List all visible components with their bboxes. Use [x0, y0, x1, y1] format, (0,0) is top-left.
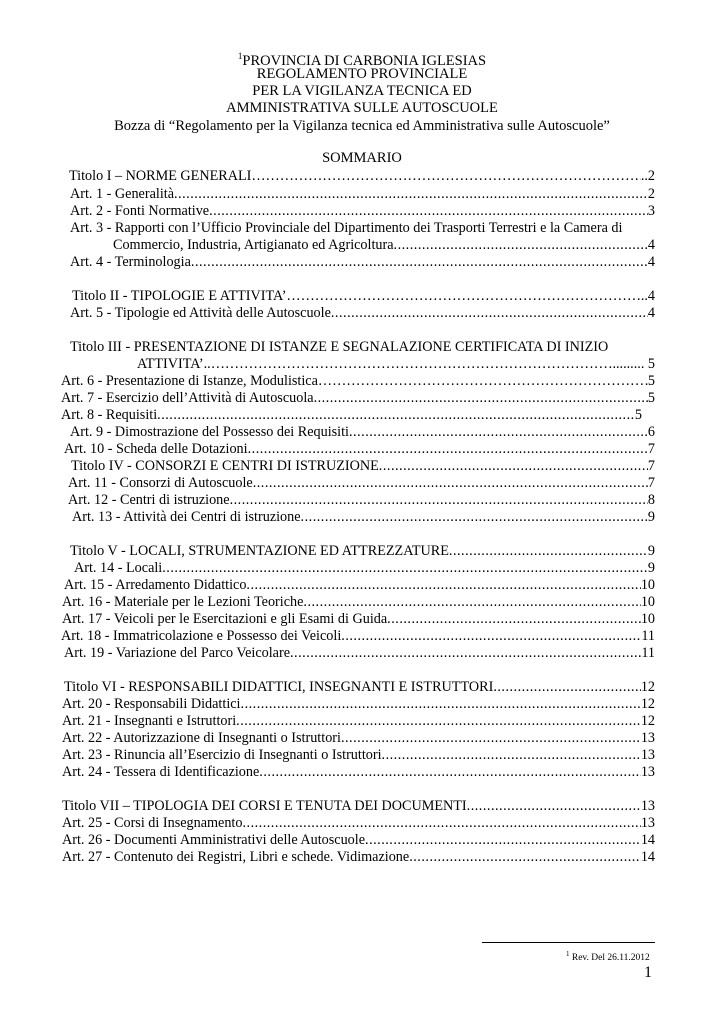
toc-leader — [318, 373, 648, 390]
toc-entry-text: Titolo II - TIPOLOGIE E ATTIVITA’ — [72, 288, 287, 304]
toc-entry-art-13[interactable] — [72, 509, 655, 526]
toc-heading: SOMMARIO — [322, 150, 402, 166]
toc-leader — [259, 764, 641, 781]
title-province-text: PROVINCIA DI CARBONIA IGLESIAS — [242, 53, 487, 69]
toc-entry-art-27[interactable] — [62, 849, 655, 866]
toc-leader — [162, 560, 648, 577]
toc-leader — [246, 577, 640, 594]
toc-entry-art-17[interactable] — [62, 611, 655, 628]
toc-entry-text: Art. 9 - Dimostrazione del Possesso dei Requisiti — [70, 424, 349, 440]
toc-page: ......... 5 — [612, 356, 655, 372]
toc-page: 6 — [647, 424, 655, 440]
toc-entry-text: Titolo V - LOCALI, STRUMENTAZIONE ED ATTREZZATURE — [70, 543, 449, 559]
page-number: 1 — [644, 964, 652, 981]
toc-leader — [191, 254, 648, 271]
toc-page: ..2 — [640, 168, 655, 184]
toc-entry-text: Commercio, Industria, Artigianato ed Agricoltura — [113, 237, 394, 253]
toc-entry-text: Art. 7 - Esercizio dell’Attività di Autoscuola — [61, 390, 314, 406]
toc-entry-art-21[interactable] — [62, 713, 655, 730]
toc-page: 12 — [640, 696, 655, 712]
toc-leader — [230, 492, 648, 509]
toc-entry-text: Art. 17 - Veicoli per le Esercitazioni e gli Esami di Guida — [62, 611, 388, 627]
toc-page: 14 — [640, 832, 655, 848]
toc-entry-text: Art. 19 - Variazione del Parco Veicolare — [64, 645, 290, 661]
toc-page: 4 — [647, 237, 655, 253]
title-vigilanza: PER LA VIGILANZA TECNICA ED — [252, 83, 472, 99]
toc-leader — [387, 611, 641, 628]
toc-leader — [286, 288, 640, 305]
toc-leader — [242, 815, 640, 832]
toc-entry-art-9[interactable] — [70, 424, 655, 441]
toc-entry-titolo-3-cont[interactable] — [137, 356, 655, 373]
subtitle-bozza: Bozza di “Regolamento per la Vigilanza tecnica ed Amministrativa sulle Autoscuole” — [114, 118, 610, 134]
toc-page: 9 — [647, 543, 655, 559]
toc-entry-art-20[interactable] — [62, 696, 655, 713]
toc-entry-art-5[interactable] — [70, 305, 655, 322]
toc-page: 13 — [640, 764, 655, 780]
toc-entry-text: Art. 18 - Immatricolazione e Possesso dei Veicoli — [61, 628, 342, 644]
toc-page: 10 — [640, 611, 655, 627]
toc-leader — [236, 713, 641, 730]
toc-page: 7 — [647, 441, 655, 457]
toc-page: 5 — [634, 407, 642, 423]
toc-entry-titolo-6[interactable] — [64, 679, 655, 696]
toc-entry-text: Art. 5 - Tipologie ed Attività delle Autoscuole — [70, 305, 331, 321]
toc-entry-text: Art. 27 - Contenuto dei Registri, Libri e schede. Vidimazione — [62, 849, 410, 865]
toc-entry-art-2[interactable] — [70, 203, 655, 220]
toc-page: 13 — [640, 815, 655, 831]
toc-entry-text: Art. 12 - Centri di istruzione — [68, 492, 230, 508]
toc-page: 13 — [640, 798, 655, 814]
toc-entry-text: Art. 16 - Materiale per le Lezioni Teoriche — [62, 594, 304, 610]
toc-page: 5 — [647, 373, 655, 389]
toc-entry-art-1[interactable] — [70, 186, 655, 203]
toc-page: 13 — [640, 730, 655, 746]
toc-leader — [157, 407, 635, 424]
toc-entry-text: Art. 10 - Scheda delle Dotazioni — [64, 441, 248, 457]
toc-page: 9 — [647, 560, 655, 576]
toc-entry-art-16[interactable] — [62, 594, 655, 611]
toc-entry-titolo-1[interactable] — [69, 168, 655, 185]
toc-page: 10 — [640, 594, 655, 610]
toc-entry-text: Art. 8 - Requisiti — [61, 407, 158, 423]
toc-entry-art-22[interactable] — [62, 730, 655, 747]
toc-leader — [211, 356, 613, 373]
toc-leader — [409, 849, 641, 866]
toc-page: 2 — [647, 186, 655, 202]
title-amministrativa: AMMINISTRATIVA SULLE AUTOSCUOLE — [226, 100, 498, 116]
toc-leader — [253, 475, 648, 492]
toc-entry-text: Art. 11 - Consorzi di Autoscuole — [68, 475, 253, 491]
toc-page: 10 — [640, 577, 655, 593]
toc-leader — [349, 424, 648, 441]
toc-entry-text: Art. 15 - Arredamento Didattico — [64, 577, 247, 593]
toc-entry-text: Art. 22 - Autorizzazione di Insegnanti o Istruttori — [62, 730, 341, 746]
toc-entry-text: Art. 23 - Rinuncia all’Esercizio di Insegnanti o Istruttori — [62, 747, 382, 763]
toc-entry-titolo-7[interactable] — [62, 798, 655, 815]
toc-leader — [341, 730, 641, 747]
toc-leader — [379, 458, 648, 475]
toc-page: 11 — [641, 645, 655, 661]
toc-page: 3 — [647, 203, 655, 219]
toc-leader — [290, 645, 641, 662]
toc-entry-art-25[interactable] — [62, 815, 655, 832]
toc-leader — [174, 186, 648, 203]
toc-entry-text: Titolo VI - RESPONSABILI DIDATTICI, INSEGNANTI E ISTRUTTORI — [64, 679, 494, 695]
toc-entry-text: Art. 1 - Generalità — [70, 186, 174, 202]
toc-entry-titolo-5[interactable] — [70, 543, 655, 560]
toc-entry-art-26[interactable] — [62, 832, 655, 849]
toc-entry-art-7[interactable] — [61, 390, 655, 407]
toc-leader — [341, 628, 641, 645]
toc-entry-art-14[interactable] — [74, 560, 655, 577]
toc-page: ..4 — [640, 288, 655, 304]
toc-page: 12 — [640, 679, 655, 695]
toc-leader — [382, 747, 641, 764]
toc-leader — [209, 203, 648, 220]
toc-leader — [365, 832, 641, 849]
toc-leader — [251, 168, 640, 185]
toc-entry-text: Art. 14 - Locali — [74, 560, 163, 576]
toc-entry-text: Art. 26 - Documenti Amministrativi delle Autoscuole — [62, 832, 366, 848]
footnote — [566, 950, 650, 963]
toc-entry-titolo-3[interactable]: Titolo III - PRESENTAZIONE DI ISTANZE E SEGNALAZIONE CERTIFICATA DI INIZIO — [70, 339, 609, 355]
toc-page: 4 — [647, 305, 655, 321]
toc-entry-art-23[interactable] — [62, 747, 655, 764]
toc-entry-art-15[interactable] — [64, 577, 655, 594]
toc-entry-art-4[interactable] — [70, 254, 655, 271]
toc-entry-text: Art. 20 - Responsabili Didattici — [62, 696, 241, 712]
toc-entry-art-3-cont[interactable] — [113, 237, 655, 254]
toc-leader — [449, 543, 648, 560]
toc-page: 9 — [647, 509, 655, 525]
toc-entry-art-11[interactable] — [68, 475, 655, 492]
toc-leader — [248, 441, 648, 458]
toc-entry-text: Titolo VII – TIPOLOGIA DEI CORSI E TENUTA DEI DOCUMENTI — [62, 798, 467, 814]
toc-leader — [314, 390, 648, 407]
toc-leader — [303, 594, 640, 611]
toc-entry-text: Art. 6 - Presentazione di Istanze, Modulistica — [61, 373, 318, 389]
toc-leader — [467, 798, 641, 815]
footnote-separator — [482, 942, 655, 943]
toc-entry-text: ATTIVITA’.. — [137, 356, 211, 372]
toc-leader — [394, 237, 648, 254]
toc-entry-titolo-2[interactable] — [72, 288, 655, 305]
toc-entry-art-12[interactable] — [68, 492, 655, 509]
footnote-mark: 1 — [237, 51, 243, 61]
toc-entry-text: Art. 4 - Terminologia — [70, 254, 191, 270]
footnote-number: 1 — [566, 950, 570, 958]
title-regolamento: REGOLAMENTO PROVINCIALE — [256, 66, 468, 82]
toc-leader — [493, 679, 641, 696]
toc-leader — [331, 305, 648, 322]
footnote-text: Rev. Del 26.11.2012 — [571, 953, 650, 963]
toc-page: 13 — [640, 747, 655, 763]
toc-leader — [301, 509, 648, 526]
toc-entry-text: Art. 13 - Attività dei Centri di istruzione — [72, 509, 301, 525]
toc-entry-text: Titolo I – NORME GENERALI — [69, 168, 252, 184]
toc-entry-art-18[interactable] — [61, 628, 655, 645]
toc-page: 4 — [647, 254, 655, 270]
toc-entry-text: Art. 2 - Fonti Normative — [70, 203, 210, 219]
toc-page: 11 — [641, 628, 655, 644]
toc-entry-text: Art. 24 - Tessera di Identificazione — [62, 764, 260, 780]
toc-page: 8 — [647, 492, 655, 508]
toc-entry-art-19[interactable] — [64, 645, 655, 662]
toc-page: 14 — [640, 849, 655, 865]
toc-entry-text: Titolo IV - CONSORZI E CENTRI DI ISTRUZIONE — [71, 458, 379, 474]
toc-leader — [241, 696, 641, 713]
toc-page: 7 — [647, 458, 655, 474]
toc-entry-art-8[interactable] — [61, 407, 642, 424]
toc-entry-art-6[interactable] — [61, 373, 655, 390]
toc-entry-titolo-4[interactable] — [71, 458, 655, 475]
toc-entry-text: Art. 25 - Corsi di Insegnamento — [62, 815, 243, 831]
toc-entry-art-24[interactable] — [62, 764, 655, 781]
toc-entry-art-10[interactable] — [64, 441, 655, 458]
toc-page: 12 — [640, 713, 655, 729]
toc-entry-art-3[interactable]: Art. 3 - Rapporti con l’Ufficio Provinciale del Dipartimento dei Trasporti Terrestri e la Camera di — [70, 220, 623, 236]
toc-entry-text: Art. 21 - Insegnanti e Istruttori — [62, 713, 237, 729]
toc-page: 7 — [647, 475, 655, 491]
toc-page: 5 — [647, 390, 655, 406]
